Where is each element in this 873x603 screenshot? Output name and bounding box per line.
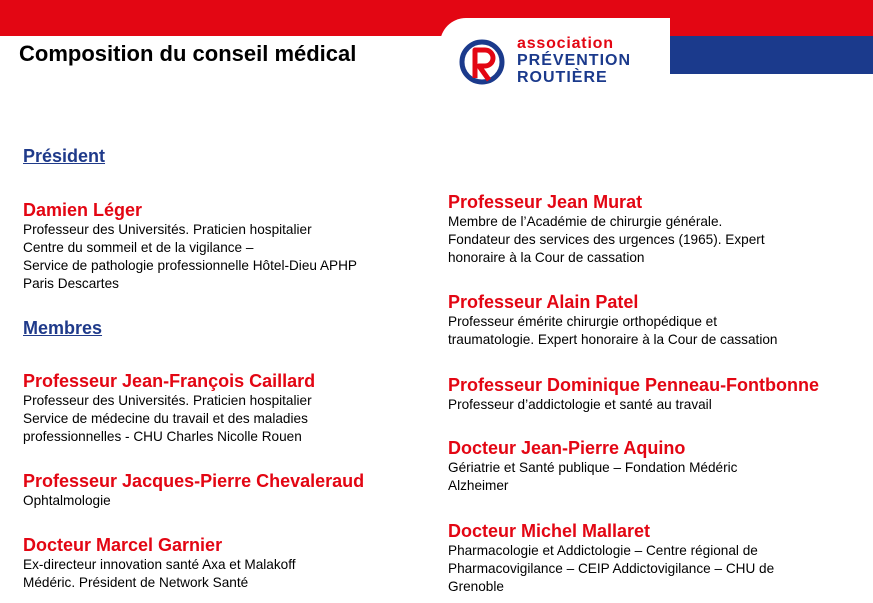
person-name: Docteur Jean-Pierre Aquino [448, 438, 686, 458]
person-desc: Ex-directeur innovation santé Axa et Malakoff Médéric. Président de Network Santé [23, 557, 296, 590]
person-name: Professeur Alain Patel [448, 292, 639, 312]
members-heading: Membres [23, 318, 103, 338]
person-name: Professeur Jacques-Pierre Chevaleraud [23, 471, 365, 491]
president-entry [23, 199, 357, 293]
person-name: Professeur Jean-François Caillard [23, 371, 316, 391]
logo-line-association: association [517, 35, 614, 52]
member-entry [23, 534, 296, 592]
logo-text [517, 35, 631, 86]
person-desc: Professeur émérite chirurgie orthopédique et traumatologie. Expert honoraire à la Cour de cassation [448, 314, 778, 347]
prevention-routiere-logo-icon [458, 38, 506, 86]
person-name: Damien Léger [23, 200, 143, 220]
person-desc: Professeur d’addictologie et santé au travail [448, 397, 712, 412]
person-name: Docteur Marcel Garnier [23, 535, 223, 555]
person-desc: Professeur des Universités. Praticien hospitalier Centre du sommeil et de la vigilance – Service de pathologie professionnelle Hôtel-Dieu APHP Paris Descartes [23, 222, 357, 291]
person-desc: Pharmacologie et Addictologie – Centre régional de Pharmacovigilance – CEIP Addictovigilance – CHU de Grenoble [448, 543, 775, 594]
person-desc: Ophtalmologie [23, 493, 111, 508]
person-name: Professeur Jean Murat [448, 192, 643, 212]
logo-line-prevention: PRÉVENTION [517, 52, 632, 69]
person-desc: Membre de l’Académie de chirurgie générale. Fondateur des services des urgences (1965). Expert honoraire à la Cour de cassation [448, 214, 765, 265]
person-name: Professeur Dominique Penneau-Fontbonne [448, 375, 820, 395]
member-entry [448, 291, 777, 349]
header-blue-band [670, 36, 873, 74]
president-heading: Président [23, 146, 106, 166]
person-desc: Professeur des Universités. Praticien hospitalier Service de médecine du travail et des maladies professionnelles - CHU Charles Nicolle Rouen [23, 393, 312, 444]
member-entry [448, 520, 774, 596]
member-entry [23, 370, 315, 446]
member-entry [23, 470, 364, 510]
member-entry [448, 374, 819, 414]
person-desc: Gériatrie et Santé publique – Fondation Médéric Alzheimer [448, 460, 738, 493]
page-title: Composition du conseil médical [19, 41, 357, 66]
member-entry [448, 437, 737, 495]
logo-line-routiere: ROUTIÈRE [517, 69, 608, 86]
person-name: Docteur Michel Mallaret [448, 521, 651, 541]
member-entry [448, 191, 765, 267]
header-red-band [0, 0, 873, 36]
